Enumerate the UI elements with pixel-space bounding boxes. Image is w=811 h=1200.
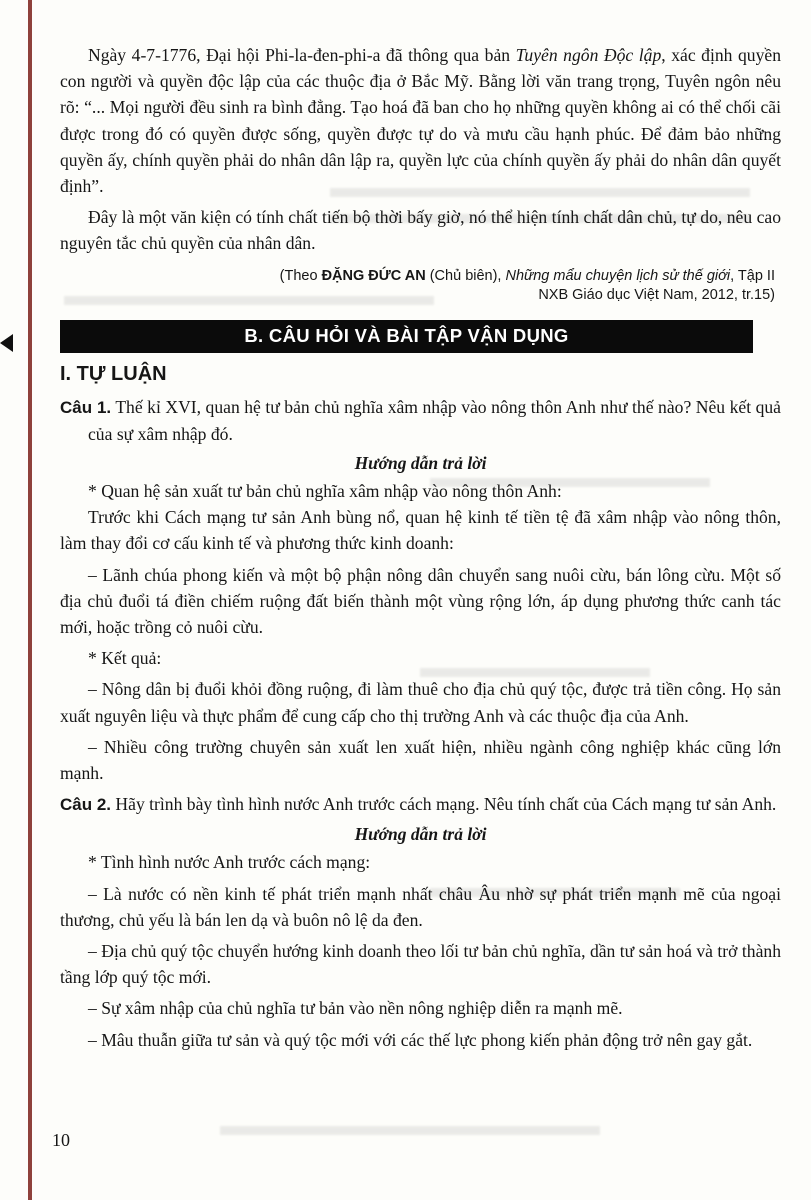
q1-answer-paragraph-1: Trước khi Cách mạng tư sản Anh bùng nổ, quan hệ kinh tế tiền tệ đã xâm nhập vào nông thôn, làm thay đổi cơ cấu kinh tế và phương thức kinh doanh: bbox=[60, 507, 781, 554]
source-book-title: Những mẩu chuyện lịch sử thế giới bbox=[505, 267, 731, 284]
section-banner: B. CÂU HỎI VÀ BÀI TẬP VẬN DỤNG bbox=[60, 320, 753, 353]
q2-answer-paragraph-2: – Địa chủ quý tộc chuyển hướng kinh doanh theo lối tư bản chủ nghĩa, dần tư sản hoá và trở thành tầng lớp quý tộc mới. bbox=[60, 941, 781, 988]
question-1-text: Thế kỉ XVI, quan hệ tư bản chủ nghĩa xâm nhập vào nông thôn Anh như thế nào? Nêu kết quả của sự xâm nhập đó. bbox=[88, 396, 781, 444]
source-citation-line-2: NXB Giáo dục Việt Nam, 2012, tr.15) bbox=[538, 287, 775, 304]
reading-paragraph-comment: Đây là một văn kiện có tính chất tiến bộ thời bấy giờ, nó thể hiện tính chất dân chủ, tự do, nêu cao nguyên tắc chủ quyền của nhân dân. bbox=[60, 207, 781, 254]
subsection-heading-tu-luan: I. TỰ LUẬN bbox=[60, 362, 167, 385]
reading-text: Ngày 4-7-1776, Đại hội Phi-la-đen-phi-a đã thông qua bản bbox=[88, 45, 516, 65]
q1-answer-paragraph-2: – Lãnh chúa phong kiến và một bộ phận nông dân chuyển sang nuôi cừu, bán lông cừu. Một số địa chủ đuổi tá điền chiếm ruộng đất biến thành một vùng rộng lớn, áp dụng phương thức canh tác mới, hoặc trồng cỏ nuôi cừu. bbox=[60, 564, 781, 638]
q1-answer-paragraph-0: * Quan hệ sản xuất tư bản chủ nghĩa xâm nhập vào nông thôn Anh: bbox=[88, 481, 562, 502]
answer-guide-heading-2: Hướng dẫn trả lời bbox=[354, 824, 487, 845]
q1-answer-paragraph-4: – Nông dân bị đuổi khỏi đồng ruộng, đi làm thuê cho địa chủ quý tộc, được trả tiền công. Họ sản xuất nguyên liệu và thực phẩm để cung cấp cho thị trường Anh và các thuộc địa của Anh. bbox=[60, 679, 781, 726]
question-2 bbox=[60, 791, 781, 818]
question-1 bbox=[60, 394, 781, 447]
page-edge-line bbox=[28, 0, 32, 1200]
q1-answer-paragraph-3: * Kết quả: bbox=[88, 648, 162, 669]
q2-answer-paragraph-4: – Mâu thuẫn giữa tư sản và quý tộc mới với các thế lực phong kiến phản động trở nên gay gắt. bbox=[88, 1029, 753, 1050]
q2-answer-paragraph-0: * Tình hình nước Anh trước cách mạng: bbox=[88, 852, 371, 873]
question-2-text: Hãy trình bày tình hình nước Anh trước cách mạng. Nêu tính chất của Cách mạng tư sản Anh. bbox=[111, 794, 777, 815]
showthrough-text-ghost bbox=[220, 1126, 600, 1146]
q1-answer-paragraph-5: – Nhiều công trường chuyên sản xuất len xuất hiện, nhiều ngành công nghiệp khác cũng lớn mạnh. bbox=[60, 736, 781, 784]
q2-answer-paragraph-1: – Là nước có nền kinh tế phát triển mạnh nhất châu Âu nhờ sự phát triển mạnh mẽ của ngoại thương, chủ yếu là bán len dạ và buôn nô lệ da đen. bbox=[60, 883, 781, 930]
question-1-label: Câu 1. bbox=[60, 397, 112, 417]
source-author: ĐẶNG ĐỨC AN bbox=[321, 267, 426, 284]
source-citation bbox=[60, 267, 781, 306]
page-number: 10 bbox=[52, 1130, 70, 1150]
reading-text: , xác định quyền con người và quyền độc lập của các thuộc địa ở Bắc Mỹ. Bằng lời văn trang trọng, Tuyên ngôn nêu rõ: “... Mọi người đều sinh ra bình đẳng. Tạo hoá đã ban cho họ những quyền không ai có thể chối cãi được trong đó có quyền được sống, quyền được tự do và mưu cầu hạnh phúc. Để đảm bảo những quyền ấy, chính quyền phải do nhân dân lập ra, quyền lực của chính quyền ấy phải do nhân dân quyết định”. bbox=[60, 45, 781, 197]
question-2-label: Câu 2. bbox=[60, 795, 112, 815]
answer-guide-heading-1: Hướng dẫn trả lời bbox=[354, 453, 487, 474]
left-edge-arrow-marker bbox=[0, 334, 13, 352]
reading-paragraph-declaration bbox=[60, 42, 781, 199]
document-title-italic: Tuyên ngôn Độc lập bbox=[515, 45, 662, 65]
q2-answer-paragraph-3: – Sự xâm nhập của chủ nghĩa tư bản vào nền nông nghiệp diễn ra mạnh mẽ. bbox=[88, 998, 623, 1019]
source-citation-line-1: (Theo ĐẶNG ĐỨC AN (Chủ biên), Những mẩu chuyện lịch sử thế giới, Tập II bbox=[279, 267, 775, 284]
